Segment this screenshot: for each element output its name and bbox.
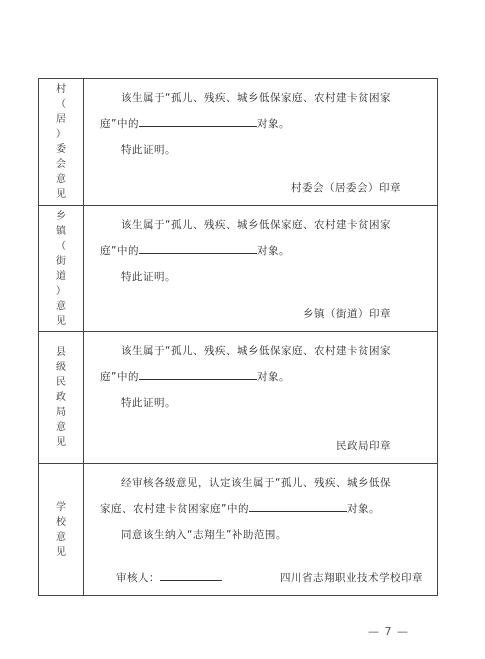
label-char: 意 — [56, 174, 66, 185]
village-committee-content — [84, 79, 438, 206]
label-char: 学 — [56, 501, 66, 513]
certify-line: 特此证明。 — [121, 397, 176, 409]
label-char: 意 — [56, 531, 66, 543]
statement-line-1: 该生属于“孤儿、残疾、城乡低保家庭、农村建卡贫困家 — [121, 345, 391, 357]
label-char: 政 — [56, 392, 66, 403]
statement-suffix: 对象。 — [346, 503, 380, 515]
township-seal: 乡镇（街道）印章 — [303, 308, 391, 320]
label-char: 局 — [56, 407, 66, 418]
label-char: 乡 — [56, 210, 66, 222]
township-text — [84, 206, 437, 290]
category-blank-field[interactable] — [139, 242, 257, 254]
statement-line-2 — [100, 364, 427, 390]
village-committee-row — [39, 79, 438, 206]
label-char: 街 — [56, 255, 66, 267]
reviewer-label: 审核人： — [116, 572, 160, 584]
label-char: 镇 — [56, 225, 66, 237]
school-text — [84, 464, 437, 548]
label-char: 委 — [56, 144, 66, 155]
school-label-cell — [39, 464, 84, 596]
label-char: 见 — [56, 437, 66, 448]
county-civil-affairs-label — [39, 332, 83, 463]
village-committee-seal: 村委会（居委会）印章 — [291, 182, 401, 194]
label-char: 道 — [56, 270, 66, 282]
label-char: 村 — [56, 84, 66, 95]
statement-line-1: 经审核各级意见，认定该生属于“孤儿、残疾、城乡低保 — [121, 477, 391, 489]
label-char: 民 — [56, 377, 66, 388]
village-committee-label-cell — [39, 79, 84, 206]
village-committee-text — [84, 79, 437, 163]
township-label — [39, 206, 83, 331]
statement-prefix: 庭”中的 — [100, 245, 139, 257]
label-char: ） — [56, 129, 66, 140]
civil-affairs-seal: 民政局印章 — [336, 440, 391, 452]
statement-suffix: 对象。 — [256, 118, 290, 130]
school-content — [84, 464, 438, 596]
label-char: 校 — [56, 516, 66, 528]
category-blank-field[interactable] — [139, 115, 257, 127]
township-row — [39, 206, 438, 332]
label-char: 级 — [56, 362, 66, 373]
label-char: （ — [56, 99, 66, 110]
statement-line-1: 该生属于“孤儿、残疾、城乡低保家庭、农村建卡贫困家 — [121, 219, 391, 231]
label-char: 居 — [56, 114, 66, 125]
school-row — [39, 464, 438, 596]
approval-line: 同意该生纳入“志翔生”补助范围。 — [121, 529, 287, 541]
school-label — [39, 464, 83, 595]
village-committee-label — [39, 79, 83, 205]
county-civil-affairs-content — [84, 332, 438, 464]
reviewer-blank-field[interactable] — [160, 569, 222, 581]
certify-line: 特此证明。 — [121, 271, 176, 283]
certify-line: 特此证明。 — [121, 144, 176, 156]
statement-prefix: 家庭、农村建卡贫困家庭”中的 — [100, 503, 249, 515]
school-seal: 四川省志翔职业技术学校印章 — [280, 572, 423, 584]
county-civil-affairs-row — [39, 332, 438, 464]
label-char: 见 — [56, 546, 66, 558]
label-char: 意 — [56, 300, 66, 312]
label-char: （ — [56, 240, 66, 252]
statement-line-2 — [100, 496, 427, 522]
category-blank-field[interactable] — [139, 368, 257, 380]
statement-line-2 — [100, 111, 427, 137]
statement-prefix: 庭”中的 — [100, 118, 139, 130]
township-label-cell — [39, 206, 84, 332]
certification-form-table — [38, 78, 438, 596]
county-civil-affairs-label-cell — [39, 332, 84, 464]
statement-prefix: 庭”中的 — [100, 371, 139, 383]
reviewer-signature — [116, 569, 222, 585]
label-char: 见 — [56, 315, 66, 327]
page-number: — 7 — — [368, 625, 409, 638]
label-char: 意 — [56, 422, 66, 433]
township-content — [84, 206, 438, 332]
statement-line-1: 该生属于“孤儿、残疾、城乡低保家庭、农村建卡贫困家 — [121, 92, 391, 104]
category-blank-field[interactable] — [249, 500, 347, 512]
county-civil-affairs-text — [84, 332, 437, 416]
label-char: 县 — [56, 347, 66, 358]
statement-line-2 — [100, 238, 427, 264]
statement-suffix: 对象。 — [256, 245, 290, 257]
statement-suffix: 对象。 — [256, 371, 290, 383]
label-char: 会 — [56, 159, 66, 170]
label-char: 见 — [56, 189, 66, 200]
label-char: ） — [56, 285, 66, 297]
